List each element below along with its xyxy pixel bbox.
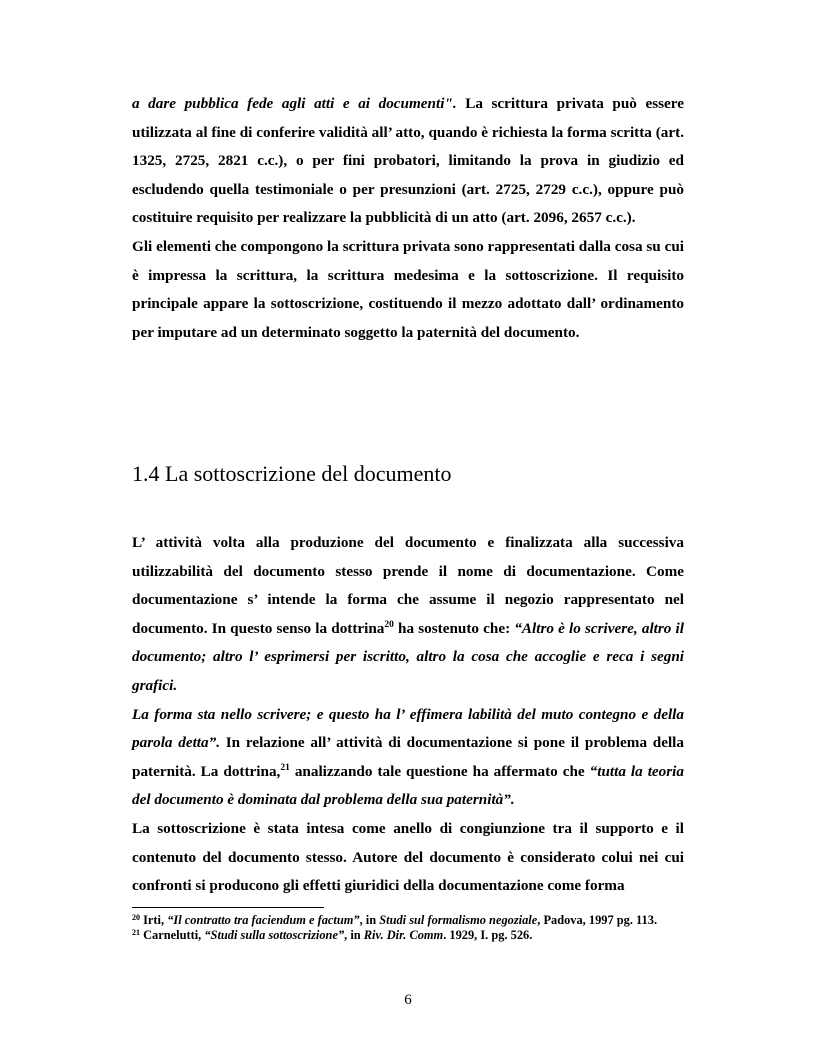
paragraph-2: Gli elementi che compongono la scrittura privata sono rappresentati dalla cosa su cui è impressa la scrittura, la scrittura medesima e la sottoscrizione. Il requisito principale appare la sottoscrizione, costituendo il mezzo adottato dall’ ordinamento per imputare ad un determinato soggetto la paternità del documento. xyxy=(132,237,684,341)
footnote-text: Carnelutti, xyxy=(140,927,205,942)
paragraph-5: La sottoscrizione è stata intesa come anello di congiunzione tra il supporto e il contenuto del documento stesso. Autore del documento è considerato colui nei cui confronti si producono gli effetti giuridici della documentazione come forma xyxy=(132,819,684,895)
footnote-text: , Padova, 1997 pg. 113. xyxy=(537,913,658,927)
footnote-number: 20 xyxy=(132,913,140,922)
quote-italic: “tutta la teoria del documento è dominata dal problema della sua paternità”. xyxy=(132,762,684,809)
footnote-text: . 1929, I. pg. 526. xyxy=(443,927,533,942)
paragraph-4 xyxy=(132,701,684,815)
footnote-title: “Studi sulla sottoscrizione” xyxy=(204,927,345,942)
paragraph-text: In relazione all’ attività di documentazione si pone il problema della paternità. La dottrina, xyxy=(132,734,684,780)
footnote-text: , in xyxy=(359,913,380,927)
paragraph-3 xyxy=(132,529,684,701)
paragraph-text: analizzando tale questione ha affermato che xyxy=(289,762,590,780)
page-number: 6 xyxy=(404,992,412,1008)
footnote-source: Riv. Dir. Comm xyxy=(363,927,444,942)
footnote-21 xyxy=(132,928,684,943)
footnotes xyxy=(132,913,684,942)
footnote-text: , in xyxy=(344,927,364,942)
footnote-text: Irti, xyxy=(140,913,168,927)
footnote-20 xyxy=(132,913,684,928)
quote-italic: La forma sta nello scrivere; e questo ha l’ effimera labilità del muto contegno e della parola detta”. xyxy=(132,705,684,752)
paragraph-text: ha sostenuto che: xyxy=(393,619,515,637)
footnote-ref-20[interactable]: 20 xyxy=(384,619,394,630)
quote-italic: “Altro è lo scrivere, altro il documento; altro l’ esprimersi per iscritto, altro la cosa che accoglie e reca i segni grafici. xyxy=(132,619,684,694)
footnote-title: “Il contratto tra faciendum e factum” xyxy=(167,913,360,927)
footnote-divider xyxy=(132,907,324,908)
footnote-number: 21 xyxy=(132,927,140,937)
paragraph-text: L’ attività volta alla produzione del documento e finalizzata alla successiva utilizzabilità del documento stesso prende il nome di documentazione. Come documentazione s’ intende la forma che assume il negozio rappresentato nel documento. In questo senso la dottrina xyxy=(132,534,684,637)
quote-italic: a dare pubblica fede agli atti e ai documenti". xyxy=(132,95,457,112)
footnote-ref-21[interactable]: 21 xyxy=(280,762,290,773)
body-text-top xyxy=(132,90,684,347)
paragraph-1 xyxy=(132,90,684,233)
paragraph-text: La scrittura privata può essere utilizzata al fine di conferire validità all’ atto, quando è richiesta la forma scritta (art. 1325, 2725, 2821 c.c.), o per fini probatori, limitando la prova in giudizio ed escludendo quella testimoniale o per presunzioni (art. 2725, 2729 c.c.), oppure può costituire requisito per realizzare la pubblicità di un atto (art. 2096, 2657 c.c.). xyxy=(132,95,684,227)
footnote-source: Studi sul formalismo negoziale xyxy=(379,913,538,927)
section-heading: 1.4 La sottoscrizione del documento xyxy=(132,461,452,486)
body-text-section xyxy=(132,529,684,901)
